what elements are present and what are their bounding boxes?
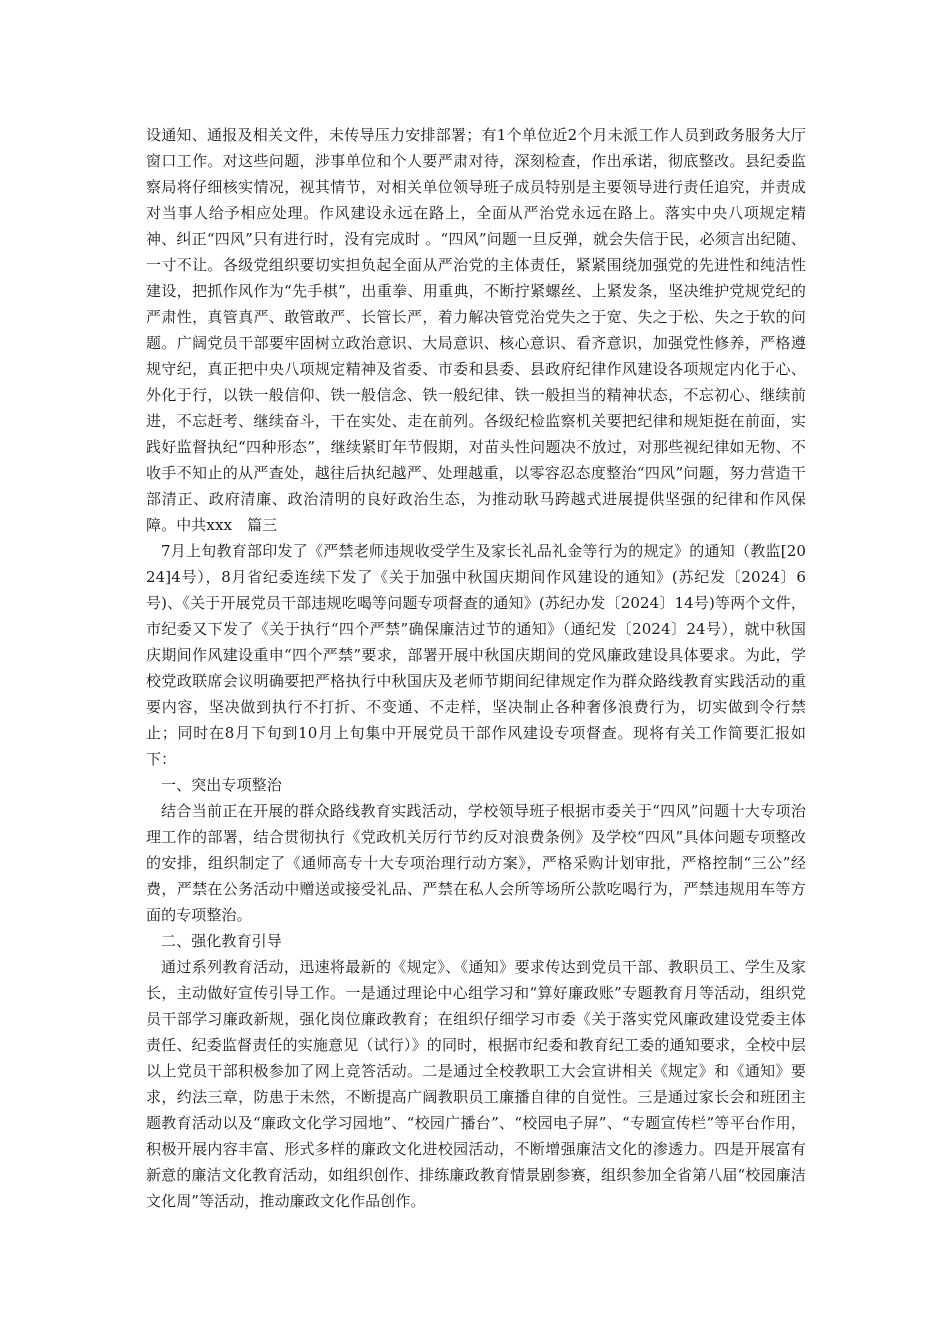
body-paragraph-3: 结合当前正在开展的群众路线教育实践活动，学校领导班子根据市委关于“四风”问题十大专项治理工作的部署，结合贯彻执行《党政机关厉行节约反对浪费条例》及学校“四风”具体问题专项整改的安排，组织制定了《通师高专十大专项治理行动方案》，严格采购计划审批，严格控制“三公”经费，严禁在公务活动中赠送或接受礼品、严禁在私人会所等场所公款吃喝行为，严禁违规用车等方面的专项整治。 <box>146 802 806 924</box>
document-body <box>146 122 806 1214</box>
body-paragraph-4: 通过系列教育活动，迅速将最新的《规定》、《通知》要求传达到党员干部、教职员工、学生及家长，主动做好宣传引导工作。一是通过理论中心组学习和“算好廉政账”专题教育月等活动，组织党员干部学习廉政新规，强化岗位廉政教育；在组织仔细学习市委《关于落实党风廉政建设党委主体责任、纪委监督责任的实施意见（试行）》的同时，根据市纪委和教育纪工委的通知要求，全校中层以上党员干部积极参加了网上竞答活动。二是通过全校教职工大会宣讲相关《规定》和《通知》要求，约法三章，防患于未然，不断提高广阔教职员工廉播自律的自觉性。三是通过家长会和班团主题教育活动以及“廉政文化学习园地”、“校园广播台”、“校园电子屏”、“专题宣传栏”等平台作用，积极开展内容丰富、形式多样的廉政文化进校园活动，不断增强廉洁文化的渗透力。四是开展富有新意的廉洁文化教育活动，如组织创作、排练廉政教育情景剧参赛，组织参加全省第八届“校园廉洁文化周”等活动，推动廉政文化作品创作。 <box>146 958 806 1210</box>
section-heading-2: 二、强化教育引导 <box>161 932 282 950</box>
section-heading-1: 一、突出专项整治 <box>161 776 282 794</box>
body-paragraph-1: 设通知、通报及相关文件，未传导压力安排部署；有1个单位近2个月未派工作人员到政务服务大厅窗口工作。对这些问题，涉事单位和个人要严肃对待，深刻检查，作出承诺，彻底整改。县纪委监察局将仔细核实情况，视其情节，对相关单位领导班子成员特别是主要领导进行责任追究，并责成对当事人给予相应处理。作风建设永远在路上，全面从严治党永远在路上。落实中央八项规定精神、纠正“四风”只有进行时，没有完成时 。“四风”问题一旦反弹，就会失信于民，必须言出纪随、一寸不让。各级党组织要切实担负起全面从严治党的主体责任，紧紧围绕加强党的先进性和纯洁性建设，把抓作风作为“先手棋”，出重拳、用重典，不断拧紧螺丝、上紧发条，坚决维护党规党纪的严肃性，真管真严、敢管敢严、长管长严，着力解决管党治党失之于宽、失之于松、失之于软的问题。广阔党员干部要牢固树立政治意识、大局意识、核心意识、看齐意识，加强党性修养，严格遵规守纪，真正把中央八项规定精神及省委、市委和县委、县政府纪律作风建设各项规定内化于心、外化于行，以铁一般信仰、铁一般信念、铁一般纪律、铁一般担当的精神状态，不忘初心、继续前进，不忘赶考、继续奋斗，干在实处、走在前列。各级纪检监察机关要把纪律和规矩挺在前面，实践好监督执纪“四种形态”，继续紧盯年节假期，对苗头性问题决不放过，对那些视纪律如无物、不收手不知止的从严查处，越往后执纪越严、处理越重，以零容忍态度整治“四风”问题，努力营造干部清正、政府清廉、政治清明的良好政治生态，为推动耿马跨越式进展提供坚强的纪律和作风保障。中共xxx 篇三 <box>146 126 806 534</box>
body-paragraph-2: 7月上旬教育部印发了《严禁老师违规收受学生及家长礼品礼金等行为的规定》的通知（教监[2024]4号），8月省纪委连续下发了《关于加强中秋国庆期间作风建设的通知》(苏纪发〔2024〕6号)、《关于开展党员干部违规吃喝等问题专项督查的通知》(苏纪办发〔2024〕14号)等两个文件，市纪委又下发了《关于执行“四个严禁”确保廉洁过节的通知》（通纪发〔2024〕24号），就中秋国庆期间作风建设重申“四个严禁”要求，部署开展中秋国庆期间的党风廉政建设具体要求。为此，学校党政联席会议明确要把严格执行中秋国庆及老师节期间纪律规定作为群众路线教育实践活动的重要内容，坚决做到执行不打折、不变通、不走样，坚决制止各种奢侈浪费行为，切实做到令行禁止；同时在8月下旬到10月上旬集中开展党员干部作风建设专项督查。现将有关工作简要汇报如下： <box>146 542 806 768</box>
